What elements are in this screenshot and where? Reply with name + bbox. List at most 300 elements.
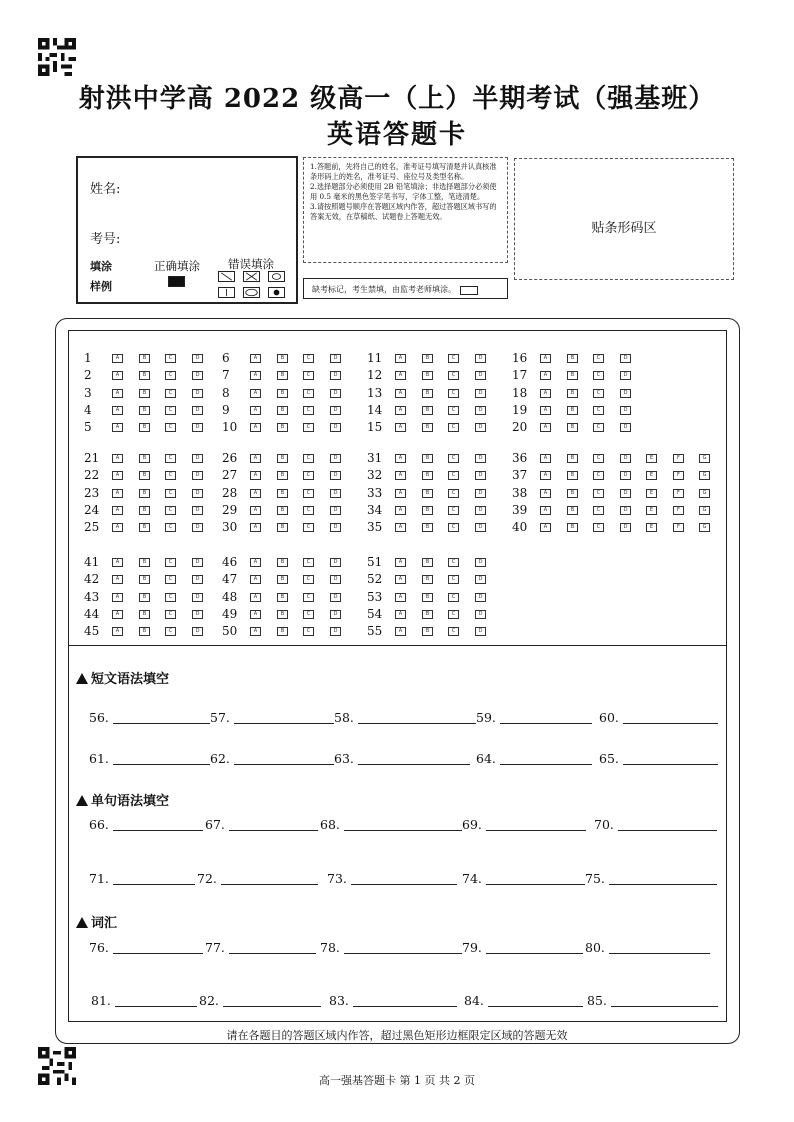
choice-section-divider [68, 645, 727, 646]
answer-bubble[interactable]: B [422, 610, 433, 619]
answer-blank-line[interactable] [611, 1006, 718, 1007]
answer-bubble[interactable]: C [448, 354, 459, 363]
answer-bubble[interactable]: C [165, 523, 176, 532]
answer-blank-line[interactable] [229, 830, 318, 831]
answer-bubble[interactable]: B [422, 471, 433, 480]
answer-bubble[interactable]: A [540, 423, 551, 432]
answer-bubble[interactable]: A [540, 471, 551, 480]
answer-bubble[interactable]: A [250, 406, 261, 415]
answer-bubble[interactable]: D [620, 371, 631, 380]
correct-fill-sample [168, 276, 185, 287]
answer-bubble[interactable]: D [330, 371, 341, 380]
blank-number: 60. [599, 710, 619, 725]
answer-bubble[interactable]: C [303, 489, 314, 498]
answer-blank-line[interactable] [486, 884, 585, 885]
answer-bubble[interactable]: B [567, 454, 578, 463]
question-number: 40 [512, 520, 528, 534]
answer-bubble[interactable]: B [277, 627, 288, 636]
question-number: 42 [84, 572, 100, 586]
answer-bubble[interactable]: D [192, 406, 203, 415]
answer-bubble[interactable]: D [192, 489, 203, 498]
answer-bubble[interactable]: D [475, 471, 486, 480]
answer-bubble[interactable]: D [475, 423, 486, 432]
answer-bubble[interactable]: C [448, 371, 459, 380]
answer-bubble[interactable]: B [422, 371, 433, 380]
wrong-fill-dot [268, 287, 285, 298]
answer-bubble[interactable]: D [330, 471, 341, 480]
question-number: 18 [512, 386, 528, 400]
answer-bubble[interactable]: A [395, 627, 406, 636]
answer-bubble[interactable]: B [277, 506, 288, 515]
answer-bubble[interactable]: A [540, 454, 551, 463]
answer-bubble[interactable]: B [139, 454, 150, 463]
answer-bubble[interactable]: D [192, 471, 203, 480]
answer-bubble[interactable]: C [165, 354, 176, 363]
answer-bubble[interactable]: A [112, 389, 123, 398]
answer-bubble[interactable]: D [192, 627, 203, 636]
answer-bubble[interactable]: A [112, 423, 123, 432]
answer-bubble[interactable]: B [422, 523, 433, 532]
answer-bubble[interactable]: B [277, 389, 288, 398]
answer-bubble[interactable]: D [475, 389, 486, 398]
answer-bubble[interactable]: B [139, 389, 150, 398]
answer-bubble[interactable]: B [422, 506, 433, 515]
answer-blank-line[interactable] [351, 884, 457, 885]
answer-bubble[interactable]: C [448, 593, 459, 602]
question-number: 51 [367, 555, 383, 569]
section-title-passage-grammar: 短文语法填空 [76, 668, 169, 687]
answer-bubble[interactable]: G [699, 506, 710, 515]
answer-bubble[interactable]: B [422, 575, 433, 584]
answer-blank-line[interactable] [234, 723, 334, 724]
answer-bubble[interactable]: C [593, 454, 604, 463]
answer-bubble[interactable]: C [448, 627, 459, 636]
question-number: 8 [222, 386, 230, 400]
instruction-item: 1.答题前，先将自己的姓名，准考证号填写清楚并认真核准条形码上的姓名，准考证号、座位号及类型名称。 [310, 162, 497, 181]
answer-bubble[interactable]: C [165, 593, 176, 602]
answer-bubble[interactable]: A [395, 354, 406, 363]
answer-bubble[interactable]: B [422, 423, 433, 432]
answer-blank-line[interactable] [223, 1006, 321, 1007]
answer-bubble[interactable]: C [303, 471, 314, 480]
answer-bubble[interactable]: C [165, 371, 176, 380]
answer-bubble[interactable]: D [330, 406, 341, 415]
answer-bubble[interactable]: A [250, 523, 261, 532]
answer-bubble[interactable]: B [277, 593, 288, 602]
answer-bubble[interactable]: C [448, 610, 459, 619]
wrong-fill-slash [218, 271, 235, 282]
answer-bubble[interactable]: F [673, 506, 684, 515]
answer-bubble[interactable]: A [540, 506, 551, 515]
answer-bubble[interactable]: A [112, 506, 123, 515]
blank-number: 75. [585, 871, 605, 886]
answer-bubble[interactable]: A [112, 371, 123, 380]
answer-bubble[interactable]: D [330, 593, 341, 602]
question-number: 13 [367, 386, 383, 400]
answer-bubble[interactable]: C [593, 354, 604, 363]
answer-bubble[interactable]: C [303, 506, 314, 515]
answer-bubble[interactable]: C [448, 523, 459, 532]
answer-bubble[interactable]: A [540, 354, 551, 363]
answer-bubble[interactable]: C [165, 558, 176, 567]
answer-bubble[interactable]: D [620, 389, 631, 398]
blank-number: 72. [197, 871, 217, 886]
answer-bubble[interactable]: D [620, 354, 631, 363]
answer-bubble[interactable]: D [330, 627, 341, 636]
answer-bubble[interactable]: C [593, 489, 604, 498]
answer-bubble[interactable]: C [303, 454, 314, 463]
question-number: 22 [84, 468, 100, 482]
answer-bubble[interactable]: A [395, 406, 406, 415]
answer-bubble[interactable]: D [192, 371, 203, 380]
answer-blank-line[interactable] [623, 723, 718, 724]
answer-bubble[interactable]: D [620, 523, 631, 532]
answer-bubble[interactable]: C [303, 406, 314, 415]
answer-bubble[interactable]: A [250, 454, 261, 463]
blank-number: 81. [91, 993, 111, 1008]
answer-bubble[interactable]: B [277, 371, 288, 380]
wrong-fill-line [218, 287, 235, 298]
answer-bubble[interactable]: B [139, 575, 150, 584]
answer-blank-line[interactable] [113, 764, 210, 765]
answer-bubble[interactable]: F [673, 471, 684, 480]
answer-bubble[interactable]: B [139, 423, 150, 432]
answer-bubble[interactable]: B [139, 489, 150, 498]
answer-bubble[interactable]: A [395, 389, 406, 398]
answer-bubble[interactable]: D [475, 406, 486, 415]
answer-bubble[interactable]: B [277, 354, 288, 363]
answer-bubble[interactable]: C [448, 558, 459, 567]
answer-blank-line[interactable] [618, 830, 717, 831]
answer-bubble[interactable]: B [422, 593, 433, 602]
answer-bubble[interactable]: A [250, 423, 261, 432]
answer-bubble[interactable]: F [673, 454, 684, 463]
answer-bubble[interactable]: D [620, 454, 631, 463]
answer-bubble[interactable]: B [422, 627, 433, 636]
answer-bubble[interactable]: E [646, 489, 657, 498]
answer-bubble[interactable]: A [395, 454, 406, 463]
answer-bubble[interactable]: D [475, 593, 486, 602]
answer-blank-line[interactable] [500, 723, 592, 724]
answer-bubble[interactable]: D [475, 627, 486, 636]
answer-bubble[interactable]: A [112, 558, 123, 567]
question-number: 25 [84, 520, 100, 534]
answer-blank-line[interactable] [344, 953, 462, 954]
answer-bubble[interactable]: C [303, 423, 314, 432]
answer-blank-line[interactable] [229, 953, 316, 954]
answer-bubble[interactable]: G [699, 454, 710, 463]
answer-bubble[interactable]: C [303, 558, 314, 567]
answer-bubble[interactable]: B [277, 575, 288, 584]
answer-bubble[interactable]: C [165, 471, 176, 480]
answer-bubble[interactable]: A [112, 610, 123, 619]
answer-bubble[interactable]: D [475, 506, 486, 515]
answer-bubble[interactable]: D [192, 423, 203, 432]
answer-bubble[interactable]: E [646, 506, 657, 515]
answer-bubble[interactable]: B [139, 354, 150, 363]
answer-bubble[interactable]: B [139, 371, 150, 380]
answer-bubble[interactable]: D [330, 454, 341, 463]
answer-bubble[interactable]: D [330, 489, 341, 498]
answer-bubble[interactable]: C [303, 371, 314, 380]
answer-blank-line[interactable] [486, 830, 586, 831]
blank-number: 77. [205, 940, 225, 955]
answer-blank-line[interactable] [344, 830, 462, 831]
question-number: 30 [222, 520, 238, 534]
answer-bubble[interactable]: C [448, 489, 459, 498]
blank-number: 59. [476, 710, 496, 725]
answer-bubble[interactable]: B [422, 406, 433, 415]
answer-bubble[interactable]: G [699, 471, 710, 480]
answer-bubble[interactable]: C [165, 575, 176, 584]
answer-bubble[interactable]: A [395, 558, 406, 567]
name-label: 姓名: [90, 182, 121, 197]
answer-bubble[interactable]: B [567, 506, 578, 515]
answer-bubble[interactable]: C [593, 523, 604, 532]
answer-bubble[interactable]: B [567, 354, 578, 363]
answer-bubble[interactable]: B [567, 471, 578, 480]
answer-bubble[interactable]: D [330, 389, 341, 398]
answer-bubble[interactable]: D [192, 610, 203, 619]
answer-bubble[interactable]: D [330, 575, 341, 584]
answer-bubble[interactable]: A [250, 575, 261, 584]
answer-bubble[interactable]: D [330, 523, 341, 532]
answer-bubble[interactable]: B [567, 389, 578, 398]
answer-bubble[interactable]: A [540, 371, 551, 380]
answer-bubble[interactable]: B [567, 489, 578, 498]
answer-bubble[interactable]: D [475, 610, 486, 619]
answer-bubble[interactable]: C [593, 371, 604, 380]
answer-blank-line[interactable] [623, 764, 718, 765]
answer-bubble[interactable]: A [250, 593, 261, 602]
answer-bubble[interactable]: B [139, 506, 150, 515]
answer-bubble[interactable]: C [165, 610, 176, 619]
answer-bubble[interactable]: D [475, 354, 486, 363]
answer-bubble[interactable]: D [192, 506, 203, 515]
answer-bubble[interactable]: C [448, 406, 459, 415]
answer-bubble[interactable]: C [165, 406, 176, 415]
answer-blank-line[interactable] [234, 764, 334, 765]
answer-bubble[interactable]: G [699, 489, 710, 498]
answer-bubble[interactable]: A [250, 610, 261, 619]
answer-bubble[interactable]: C [165, 423, 176, 432]
answer-bubble[interactable]: B [277, 454, 288, 463]
answer-blank-line[interactable] [353, 1006, 457, 1007]
answer-bubble[interactable]: D [475, 575, 486, 584]
answer-blank-line[interactable] [113, 953, 203, 954]
answer-bubble[interactable]: A [540, 523, 551, 532]
answer-bubble[interactable]: D [192, 593, 203, 602]
answer-bubble[interactable]: C [303, 575, 314, 584]
answer-bubble[interactable]: B [422, 454, 433, 463]
answer-bubble[interactable]: B [139, 406, 150, 415]
answer-blank-line[interactable] [609, 953, 710, 954]
answer-bubble[interactable]: B [567, 423, 578, 432]
answer-bubble[interactable]: D [620, 471, 631, 480]
answer-bubble[interactable]: D [192, 389, 203, 398]
answer-bubble[interactable]: A [395, 423, 406, 432]
absent-mark-checkbox[interactable] [460, 286, 478, 295]
answer-bubble[interactable]: B [139, 523, 150, 532]
answer-bubble[interactable]: A [250, 471, 261, 480]
answer-bubble[interactable]: D [620, 506, 631, 515]
answer-bubble[interactable]: D [475, 523, 486, 532]
answer-bubble[interactable]: D [330, 506, 341, 515]
answer-bubble[interactable]: B [139, 558, 150, 567]
answer-bubble[interactable]: C [165, 489, 176, 498]
answer-bubble[interactable]: D [330, 610, 341, 619]
answer-bubble[interactable]: B [422, 558, 433, 567]
answer-bubble[interactable]: D [330, 558, 341, 567]
answer-bubble[interactable]: E [646, 471, 657, 480]
answer-bubble[interactable]: B [277, 471, 288, 480]
answer-bubble[interactable]: A [250, 506, 261, 515]
answer-bubble[interactable]: C [593, 389, 604, 398]
blank-number: 83. [329, 993, 349, 1008]
answer-bubble[interactable]: C [303, 354, 314, 363]
absent-mark-box [303, 278, 508, 299]
answer-bubble[interactable]: D [620, 423, 631, 432]
answer-bubble[interactable]: C [303, 389, 314, 398]
answer-bubble[interactable]: A [112, 471, 123, 480]
answer-bubble[interactable]: C [448, 389, 459, 398]
answer-bubble[interactable]: A [540, 406, 551, 415]
answer-bubble[interactable]: B [422, 489, 433, 498]
answer-bubble[interactable]: A [112, 454, 123, 463]
answer-blank-line[interactable] [500, 764, 592, 765]
answer-bubble[interactable]: A [250, 489, 261, 498]
triangle-icon [76, 795, 88, 806]
answer-blank-line[interactable] [113, 723, 210, 724]
question-number: 46 [222, 555, 238, 569]
blank-number: 57. [210, 710, 230, 725]
answer-bubble[interactable]: A [112, 523, 123, 532]
answer-bubble[interactable]: C [303, 627, 314, 636]
answer-bubble[interactable]: B [422, 389, 433, 398]
answer-bubble[interactable]: G [699, 523, 710, 532]
answer-bubble[interactable]: A [395, 575, 406, 584]
answer-bubble[interactable]: F [673, 523, 684, 532]
answer-bubble[interactable]: A [250, 627, 261, 636]
answer-bubble[interactable]: A [540, 389, 551, 398]
answer-bubble[interactable]: C [303, 610, 314, 619]
answer-bubble[interactable]: D [475, 454, 486, 463]
answer-bubble[interactable]: F [673, 489, 684, 498]
answer-bubble[interactable]: B [139, 593, 150, 602]
answer-blank-line[interactable] [358, 723, 476, 724]
answer-bubble[interactable]: A [112, 575, 123, 584]
answer-bubble[interactable]: E [646, 454, 657, 463]
answer-bubble[interactable]: A [112, 354, 123, 363]
answer-bubble[interactable]: E [646, 523, 657, 532]
answer-bubble[interactable]: B [277, 558, 288, 567]
answer-bubble[interactable]: D [330, 423, 341, 432]
instructions-box [303, 157, 508, 263]
answer-bubble[interactable]: A [395, 593, 406, 602]
answer-blank-line[interactable] [358, 764, 470, 765]
answer-bubble[interactable]: B [567, 406, 578, 415]
answer-bubble[interactable]: A [112, 406, 123, 415]
answer-bubble[interactable]: D [475, 558, 486, 567]
answer-bubble[interactable]: B [422, 354, 433, 363]
answer-bubble[interactable]: B [567, 371, 578, 380]
answer-bubble[interactable]: C [448, 471, 459, 480]
answer-bubble[interactable]: A [112, 593, 123, 602]
answer-bubble[interactable]: C [303, 593, 314, 602]
answer-bubble[interactable]: C [593, 506, 604, 515]
answer-blank-line[interactable] [113, 884, 195, 885]
answer-bubble[interactable]: C [593, 423, 604, 432]
answer-bubble[interactable]: C [448, 454, 459, 463]
answer-bubble[interactable]: D [620, 406, 631, 415]
question-number: 36 [512, 451, 528, 465]
answer-blank-line[interactable] [113, 830, 203, 831]
answer-bubble[interactable]: A [395, 610, 406, 619]
answer-bubble[interactable]: A [112, 627, 123, 636]
answer-blank-line[interactable] [488, 1006, 583, 1007]
answer-blank-line[interactable] [115, 1006, 197, 1007]
answer-bubble[interactable]: B [277, 489, 288, 498]
answer-blank-line[interactable] [609, 884, 717, 885]
answer-bubble[interactable]: A [250, 354, 261, 363]
answer-bubble[interactable]: A [250, 371, 261, 380]
question-number: 10 [222, 420, 238, 434]
answer-bubble[interactable]: A [112, 489, 123, 498]
answer-bubble[interactable]: A [250, 389, 261, 398]
answer-bubble[interactable]: B [139, 610, 150, 619]
answer-bubble[interactable]: D [475, 371, 486, 380]
blank-number: 84. [464, 993, 484, 1008]
answer-bubble[interactable]: B [277, 423, 288, 432]
answer-bubble[interactable]: D [192, 354, 203, 363]
answer-bubble[interactable]: C [448, 423, 459, 432]
answer-bubble[interactable]: A [395, 371, 406, 380]
answer-bubble[interactable]: A [540, 489, 551, 498]
answer-bubble[interactable]: C [165, 454, 176, 463]
answer-bubble[interactable]: D [192, 523, 203, 532]
answer-bubble[interactable]: D [620, 489, 631, 498]
answer-bubble[interactable]: A [395, 471, 406, 480]
answer-bubble[interactable]: A [250, 558, 261, 567]
answer-bubble[interactable]: C [303, 523, 314, 532]
answer-bubble[interactable]: B [139, 471, 150, 480]
answer-bubble[interactable]: B [277, 523, 288, 532]
answer-bubble[interactable]: C [165, 627, 176, 636]
answer-bubble[interactable]: C [593, 406, 604, 415]
answer-bubble[interactable]: A [395, 506, 406, 515]
answer-bubble[interactable]: D [475, 489, 486, 498]
answer-bubble[interactable]: A [395, 489, 406, 498]
answer-bubble[interactable]: C [448, 506, 459, 515]
answer-bubble[interactable]: D [192, 558, 203, 567]
answer-bubble[interactable]: D [192, 575, 203, 584]
answer-bubble[interactable]: B [277, 406, 288, 415]
exam-subtitle: 英语答题卡 [326, 120, 467, 150]
answer-bubble[interactable]: C [165, 389, 176, 398]
answer-bubble[interactable]: B [139, 627, 150, 636]
answer-bubble[interactable]: D [192, 454, 203, 463]
qr-code-top [38, 38, 76, 76]
answer-bubble[interactable]: B [567, 523, 578, 532]
answer-bubble[interactable]: A [395, 523, 406, 532]
answer-bubble[interactable]: C [165, 506, 176, 515]
answer-blank-line[interactable] [221, 884, 318, 885]
answer-blank-line[interactable] [486, 953, 583, 954]
answer-bubble[interactable]: C [448, 575, 459, 584]
answer-bubble[interactable]: B [277, 610, 288, 619]
answer-bubble[interactable]: D [330, 354, 341, 363]
answer-bubble[interactable]: C [593, 471, 604, 480]
